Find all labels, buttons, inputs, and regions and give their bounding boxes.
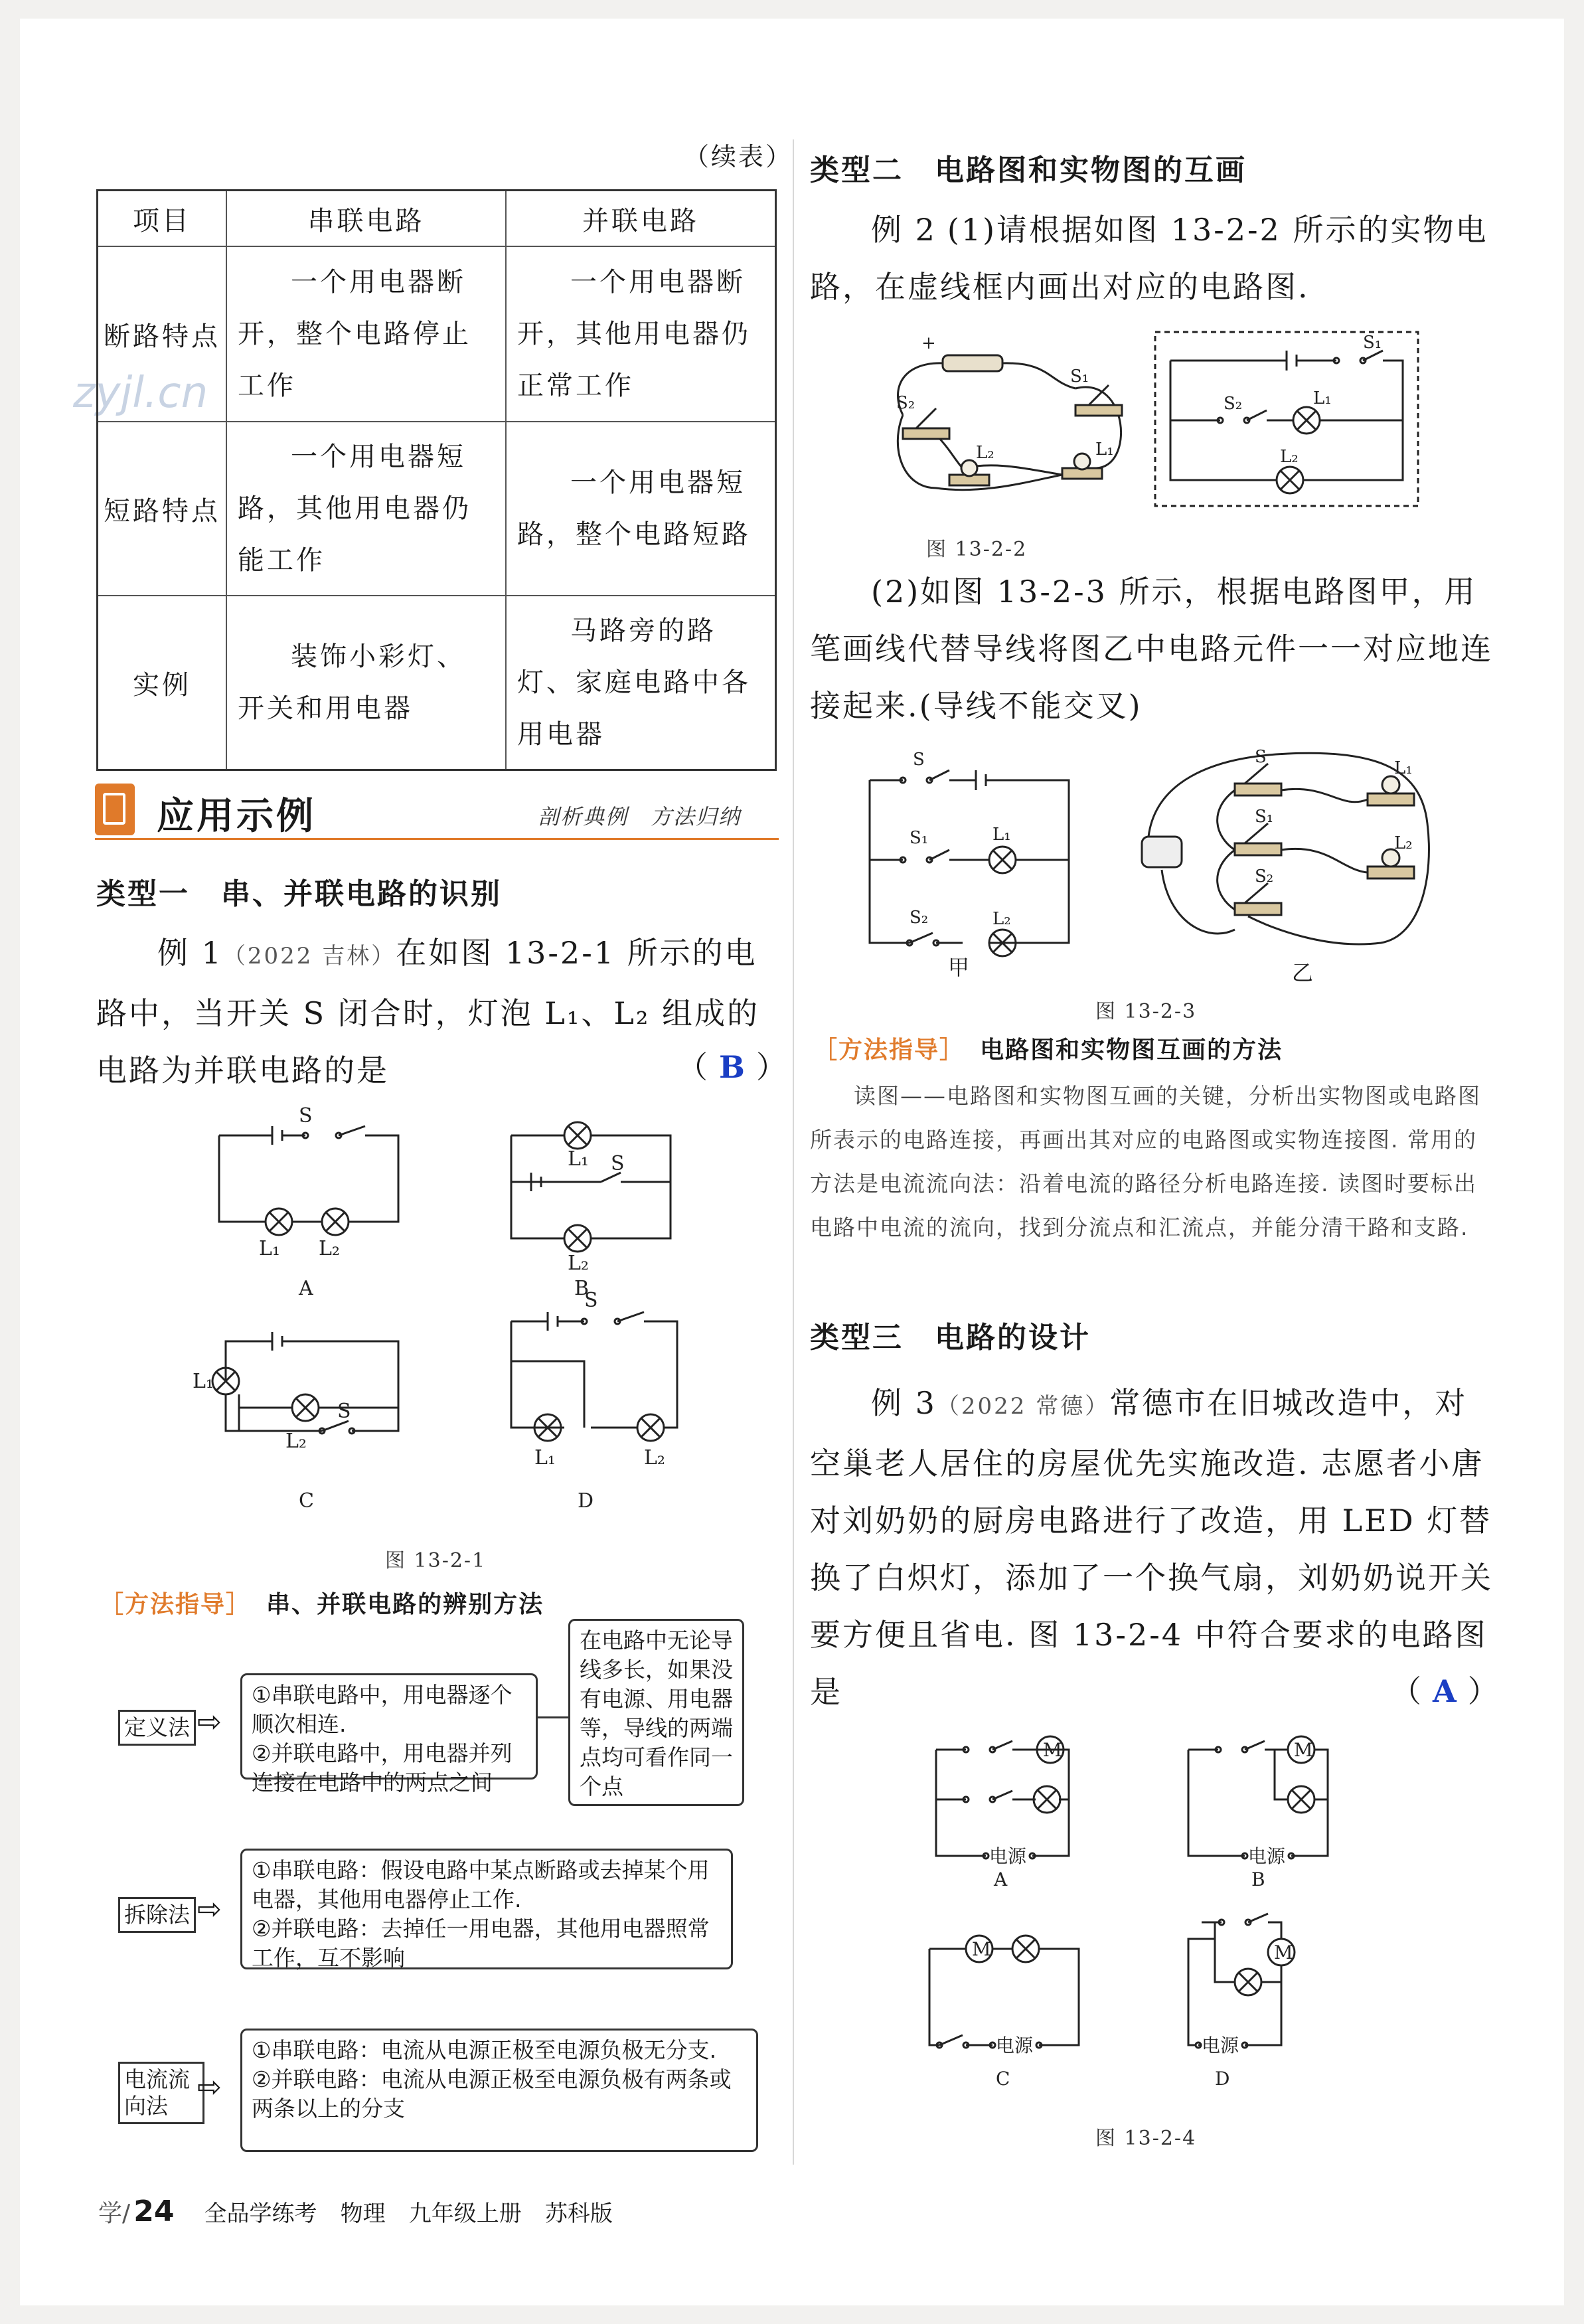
method1-note: 在电路中无论导线多长，如果没有电源、用电器等，导线的两端点均可看作同一个点 xyxy=(568,1619,744,1806)
svg-text:L₂: L₂ xyxy=(285,1430,307,1453)
svg-text:S: S xyxy=(611,1152,625,1175)
footer-prefix: 学/ xyxy=(98,2200,131,2227)
figure-13-2-4 xyxy=(916,1726,1394,2151)
circuit-b xyxy=(511,1122,671,1252)
type2-heading: 类型二 电路图和实物图的互画 xyxy=(810,153,1247,187)
figure-13-2-1-caption: 图 13-2-1 xyxy=(385,1549,487,1572)
footer xyxy=(98,2195,613,2228)
svg-text:L₂: L₂ xyxy=(1394,833,1413,853)
svg-text:S: S xyxy=(913,750,925,770)
watermark: zyjl.cn xyxy=(73,369,208,418)
circuit-c xyxy=(929,1936,1079,2048)
arrow-icon: ⇨ xyxy=(197,1705,222,1739)
svg-text:L₁: L₁ xyxy=(259,1237,280,1260)
circuit-a xyxy=(219,1126,398,1235)
table-header-series: 串联电路 xyxy=(226,191,506,247)
figure-13-2-2-caption: 图 13-2-2 xyxy=(926,538,1028,561)
svg-text:S₂: S₂ xyxy=(896,393,915,413)
paren-close: ） xyxy=(1467,1673,1500,1709)
example1-label: 例 1 xyxy=(157,935,223,971)
example2-q2-text: (2)如图 13-2-3 所示，根据电路图甲，用笔画线代替导线将图乙中电路元件一一对应地连接起来.(导线不能交叉) xyxy=(810,574,1493,724)
svg-text:S₂: S₂ xyxy=(1224,394,1243,414)
example1-question: 在如图 13-2-1 所示的电路中，当开关 S 闭合时，灯泡 L₁、L₂ 组成的电路为并联电路的是 xyxy=(96,935,759,1088)
section-subtitle: 剖析典例 方法归纳 xyxy=(538,804,742,829)
figure-13-2-3-yi xyxy=(1129,744,1441,963)
example2-q1-text: (1)请根据如图 13-2-2 所示的实物电路，在虚线框内画出对应的电路图. xyxy=(810,212,1488,305)
figure-13-2-3-jia xyxy=(856,750,1082,969)
power-label-d: 电源 xyxy=(1202,2034,1239,2056)
svg-text:S₁: S₁ xyxy=(1363,333,1382,353)
svg-text:L₁: L₁ xyxy=(193,1370,214,1393)
svg-text:L₂: L₂ xyxy=(568,1252,589,1275)
example1-answer: B xyxy=(719,1049,747,1085)
method2-header xyxy=(813,1031,1283,1065)
figure-13-2-3-caption: 图 13-2-3 xyxy=(1095,1000,1197,1023)
method1-label-removal: 拆除法 xyxy=(118,1897,196,1933)
svg-text:L₁: L₁ xyxy=(1313,388,1332,408)
method2-title: 电路图和实物图互画的方法 xyxy=(980,1037,1283,1064)
svg-text:M: M xyxy=(972,1938,991,1960)
paren-open: （ xyxy=(1391,1673,1423,1709)
example3-label: 例 3 xyxy=(871,1385,937,1421)
power-label-a: 电源 xyxy=(989,1845,1027,1867)
arrow-icon: ⇨ xyxy=(197,1892,222,1926)
table-cell-series: 装饰小彩灯、开关和用电器 xyxy=(226,596,506,770)
svg-text:+: + xyxy=(921,335,936,353)
svg-text:L₁: L₁ xyxy=(1095,440,1114,459)
example2-q1 xyxy=(810,201,1494,315)
method2-body: 读图——电路图和实物图互画的关键，分析出实物图或电路图所表示的电路连接，再画出其对应的电路图或实物连接图. 常用的方法是电流流向法：沿着电流的路径分析电路连接. 读图时要标出电路中电流的流向，找到分流点和汇流点，并能分清干路和支路. xyxy=(810,1083,1481,1240)
type1-heading: 类型一 串、并联电路的识别 xyxy=(96,877,502,911)
footer-subject: 物理 xyxy=(340,2200,386,2227)
svg-text:M: M xyxy=(1294,1739,1313,1761)
column-divider xyxy=(793,139,794,2165)
svg-text:L₁: L₁ xyxy=(534,1446,556,1469)
method1-label-definition: 定义法 xyxy=(118,1710,196,1746)
section-underline xyxy=(95,838,779,840)
figure-13-2-3-jia-label: 甲 xyxy=(948,955,970,980)
svg-text:L₁: L₁ xyxy=(992,825,1011,845)
table-cell-series: 一个用电器短路，其他用电器仍能工作 xyxy=(226,422,506,596)
section-icon-inner xyxy=(103,793,125,825)
figure-13-2-2-diagram xyxy=(1154,331,1419,507)
figure-13-2-4-caption: 图 13-2-4 xyxy=(1095,2127,1197,2150)
method2-tag: ［方法指导］ xyxy=(813,1037,965,1064)
example3-answer-paren xyxy=(1391,1663,1500,1720)
example1-source: （2022 吉林） xyxy=(222,943,396,969)
example3-question: 常德市在旧城改造中，对空巢老人居住的房屋优先实施改造. 志愿者小唐对刘奶奶的厨房电路进行了改造，用 LED 灯替换了白炽灯，添加了一个换气扇，刘奶奶说开关要方便且省电. 图 13-2-4 中符合要求的电路图是 xyxy=(810,1385,1493,1710)
comparison-table xyxy=(96,189,777,771)
method1-tag: ［方法指导］ xyxy=(100,1591,252,1618)
circuit-d xyxy=(511,1312,677,1441)
section-title: 应用示例 xyxy=(157,795,316,838)
svg-text:S: S xyxy=(337,1400,351,1423)
table-cell-parallel: 一个用电器短路，整个电路短路 xyxy=(506,422,776,596)
example1-answer-paren xyxy=(677,1038,789,1096)
paren-open: （ xyxy=(677,1049,710,1085)
method1-box-removal: ①串联电路：假设电路中某点断路或去掉某个用电器，其他用电器停止工作. ②并联电路：去掉任一用电器，其他用电器照常工作，互不影响 xyxy=(240,1849,733,1969)
svg-text:S₁: S₁ xyxy=(910,828,929,848)
svg-text:S: S xyxy=(299,1104,313,1127)
table-cell-series: 一个用电器断开，整个电路停止工作 xyxy=(226,246,506,422)
table-row-item: 实例 xyxy=(98,596,227,770)
method1-header xyxy=(100,1586,544,1619)
table-cell-parallel: 一个用电器断开，其他用电器仍正常工作 xyxy=(506,246,776,422)
method1-box-current: ①串联电路：电流从电源正极至电源负极无分支. ②并联电路：电流从电源正极至电源负极有两条或两条以上的分支 xyxy=(240,2029,758,2152)
method1-label-current: 电流流向法 xyxy=(118,2062,204,2124)
table-header-item: 项目 xyxy=(98,191,227,247)
option-d-label: D xyxy=(578,1489,594,1513)
svg-text:L₂: L₂ xyxy=(319,1237,340,1260)
svg-text:M: M xyxy=(1274,1942,1293,1963)
paren-close: ） xyxy=(755,1049,789,1085)
svg-text:S₁: S₁ xyxy=(1255,807,1274,827)
example3-source: （2022 常德） xyxy=(936,1393,1110,1420)
svg-text:L₁: L₁ xyxy=(1394,758,1413,778)
svg-text:L₂: L₂ xyxy=(644,1446,665,1469)
table-header-parallel: 并联电路 xyxy=(506,191,776,247)
power-label-b: 电源 xyxy=(1248,1845,1286,1867)
circuit-d xyxy=(1188,1914,1295,2048)
option-c-label: C xyxy=(299,1489,314,1513)
arrow-icon: ⇨ xyxy=(197,2070,222,2104)
method1-title: 串、并联电路的辨别方法 xyxy=(266,1591,544,1618)
option-d-label: D xyxy=(1215,2068,1230,2090)
example2-label: 例 2 xyxy=(871,212,937,248)
svg-text:S₂: S₂ xyxy=(910,908,929,928)
table-continued-label: （续表） xyxy=(684,142,793,171)
footer-edition: 苏科版 xyxy=(544,2200,613,2227)
footer-grade: 九年级上册 xyxy=(408,2200,522,2227)
figure-13-2-1 xyxy=(186,1096,730,1547)
svg-text:S₁: S₁ xyxy=(1070,367,1089,386)
option-b-label: B xyxy=(574,1277,590,1300)
svg-text:L₂: L₂ xyxy=(1280,447,1299,467)
figure-13-2-2-physical xyxy=(876,335,1142,515)
svg-text:S₂: S₂ xyxy=(1255,867,1274,886)
table-row-item: 短路特点 xyxy=(98,422,227,596)
example2-q2 xyxy=(810,563,1494,734)
power-label-c: 电源 xyxy=(996,2034,1034,2056)
svg-text:S: S xyxy=(584,1289,598,1312)
option-a-label: A xyxy=(994,1868,1008,1890)
circuit-c xyxy=(212,1332,398,1434)
table-row-item: 断路特点 xyxy=(98,246,227,422)
figure-13-2-3-yi-label: 乙 xyxy=(1292,960,1314,985)
svg-text:S: S xyxy=(1255,747,1267,767)
table-cell-parallel: 马路旁的路灯、家庭电路中各用电器 xyxy=(506,596,776,770)
connector-line xyxy=(538,1716,568,1718)
svg-text:L₂: L₂ xyxy=(992,909,1011,929)
svg-text:L₂: L₂ xyxy=(976,443,994,463)
type3-heading: 类型三 电路的设计 xyxy=(810,1321,1091,1355)
option-c-label: C xyxy=(996,2068,1010,2090)
footer-book: 全品学练考 xyxy=(204,2200,317,2227)
svg-text:L₁: L₁ xyxy=(568,1147,589,1171)
method1-box-definition: ①串联电路中，用电器逐个顺次相连. ②并联电路中，用电器并列连接在电路中的两点之间 xyxy=(240,1673,538,1780)
svg-text:M: M xyxy=(1043,1739,1062,1761)
option-b-label: B xyxy=(1251,1868,1265,1890)
option-a-label: A xyxy=(299,1277,313,1300)
example3-answer: A xyxy=(1433,1673,1459,1709)
footer-page-number: 24 xyxy=(133,2195,175,2228)
